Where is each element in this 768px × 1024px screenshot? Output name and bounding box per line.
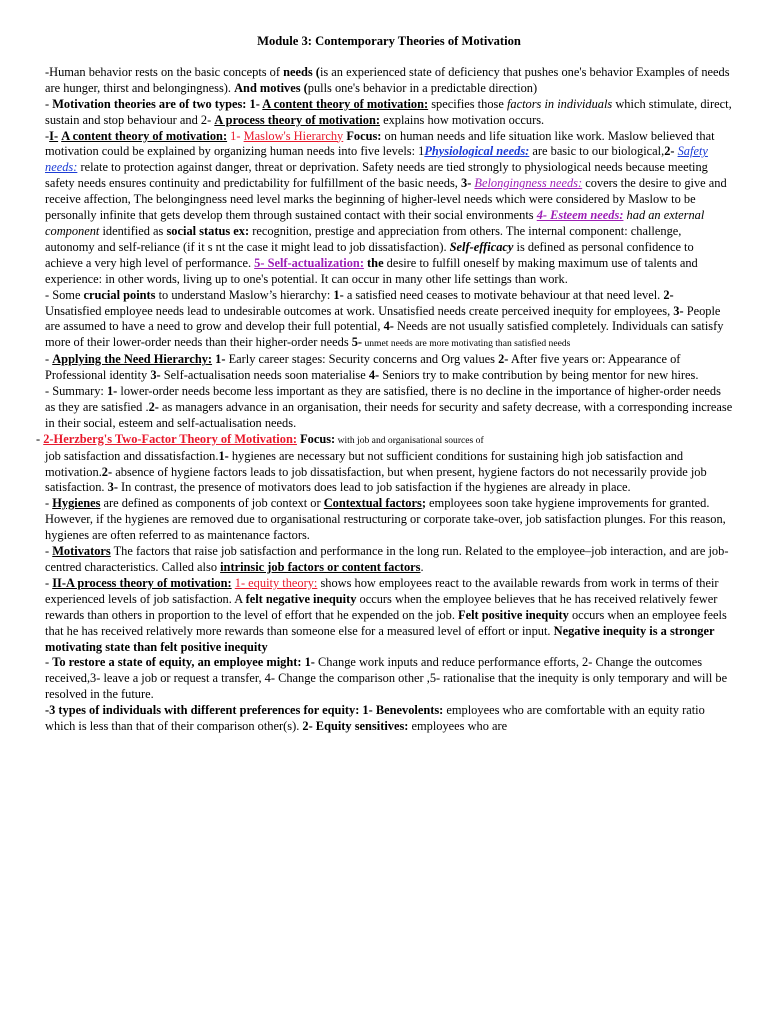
paragraph-motivators: - Motivators The factors that raise job satisfaction and performance in the long run. Related to the employee–job interaction, and are job-centred characteristics. Called also intrinsic job factors or content factors.: [45, 544, 729, 574]
paragraph-summary: - Summary: 1- lower-order needs become less important as they are satisfied, there is no decline in the importance of higher-order needs as they are satisfied .2- as managers advance in an organisation, their needs for security and safety decrease, with a corresponding increase in their social, esteem and self-actualisation needs.: [45, 384, 733, 430]
paragraph-herzberg-cont: job satisfaction and dissatisfaction.1- hygienes are necessary but not sufficient conditions for sustaining high job satisfaction and motivation.2- absence of hygiene factors leads to job dissatisfaction, but when present, hygiene factors do not necessarily provide job satisfaction. 3- In contrast, the presence of motivators does lead to job satisfaction if the hygienes are already in place.: [45, 448, 707, 495]
paragraph-herzberg: - 2-Herzberg's Two-Factor Theory of Motivation: Focus: with job and organisational sources of: [36, 431, 484, 446]
paragraph-applying-hierarchy: - Applying the Need Hierarchy: 1- Early career stages: Security concerns and Org values 2- After five years or: Appearance of Professional identity 3- Self-actualisation needs soon materialise 4- Seniors try to make contribution by being mentor for new hires.: [45, 352, 699, 383]
paragraph-equity-theory: - II-A process theory of motivation: 1- equity theory: shows how employees react to the available rewards from work in terms of their experienced levels of job satisfaction. A felt negative inequity occurs when the employee believes that he has received relatively fewer rewards than others in proportion to the level of effort that he expended on the job. Felt positive inequity occurs when an employee feels that he has received relatively more rewards than someone else for a measured level of effort or input. Negative inequity is a stronger motivating state than felt positive inequity: [45, 575, 727, 654]
paragraph-theory-types: - Motivation theories are of two types: 1- A content theory of motivation: specifies those factors in individuals which stimulate, direct, sustain and stop behaviour and 2- A process theory of motivation: explains how motivation occurs.: [45, 96, 732, 127]
paragraph-equity-types: -3 types of individuals with different preferences for equity: 1- Benevolents: employees who are comfortable with an equity ratio which is less than that of their comparison other(s). 2- Equity sensitives: employees who are: [45, 703, 705, 734]
paragraph-restore-equity: - To restore a state of equity, an employee might: 1- Change work inputs and reduce performance efforts, 2- Change the outcomes received,3- leave a job or request a transfer, 4- Change the comparison other ,5- rationalise that the inequity is only temporary and will be resolved in the future.: [45, 655, 728, 702]
paragraph-needs-motives: -Human behavior rests on the basic concepts of needs (is an experienced state of deficiency that pushes one's behavior Examples of needs are hunger, thirst and belongingness). And motives (pulls one's behavior in a predictable direction): [45, 64, 730, 95]
paragraph-crucial-points: - Some crucial points to understand Maslow’s hierarchy: 1- a satisfied need ceases to motivate behaviour at that need level. 2- Unsatisfied employee needs lead to undesirable outcomes at work. Unsatisfied needs create perceived inequity for employees, 3- People are assumed to have a need to grow and develop their full potential, 4- Needs are not usually satisfied completely. Individuals can satisfy more of their lower-order needs than their higher-order needs 5- unmet needs are more motivating than satisfied needs: [45, 287, 724, 350]
paragraph-maslow: -I- A content theory of motivation: 1- Maslow's Hierarchy Focus: on human needs and life situation like work. Maslow believed that motivation could be explained by organizing human needs into five levels: 1Physiological needs: are basic to our biological,2- Safety needs: relate to protection against danger, threat or deprivation. Safety needs are tied strongly to physiological needs because meeting safety needs ensures continuity and predictability for fulfillment of the basic needs, 3- Belongingness needs: covers the desire to give and receive affection, The belongingness need level marks the beginning of higher-level needs which were considered by Maslow to be personally infinite that gets develop them through sustained contact with their social environments 4- Esteem needs: had an external component identified as social status ex: recognition, prestige and appreciation from others. The internal component: challenge, autonomy and self-reliance (if it s nt the case it might lead to job dissatisfaction). Self-efficacy is defined as personal confidence to achieve a very high level of performance. 5- Self-actualization: the desire to fulfill oneself by making maximum use of talents and experience: in other words, living up to one's potential. It can occur in many other life settings than work.: [45, 128, 727, 286]
document-page: [36, 34, 733, 735]
paragraph-hygienes: - Hygienes are defined as components of job context or Contextual factors; employees soon take hygiene improvements for granted. However, if the hygienes are removed due to organisational restructuring or corporate take-over, job satisfaction plunges. For this reason, hygienes are often referred to as maintenance factors.: [45, 496, 726, 543]
page-title: Module 3: Contemporary Theories of Motivation: [257, 34, 521, 48]
